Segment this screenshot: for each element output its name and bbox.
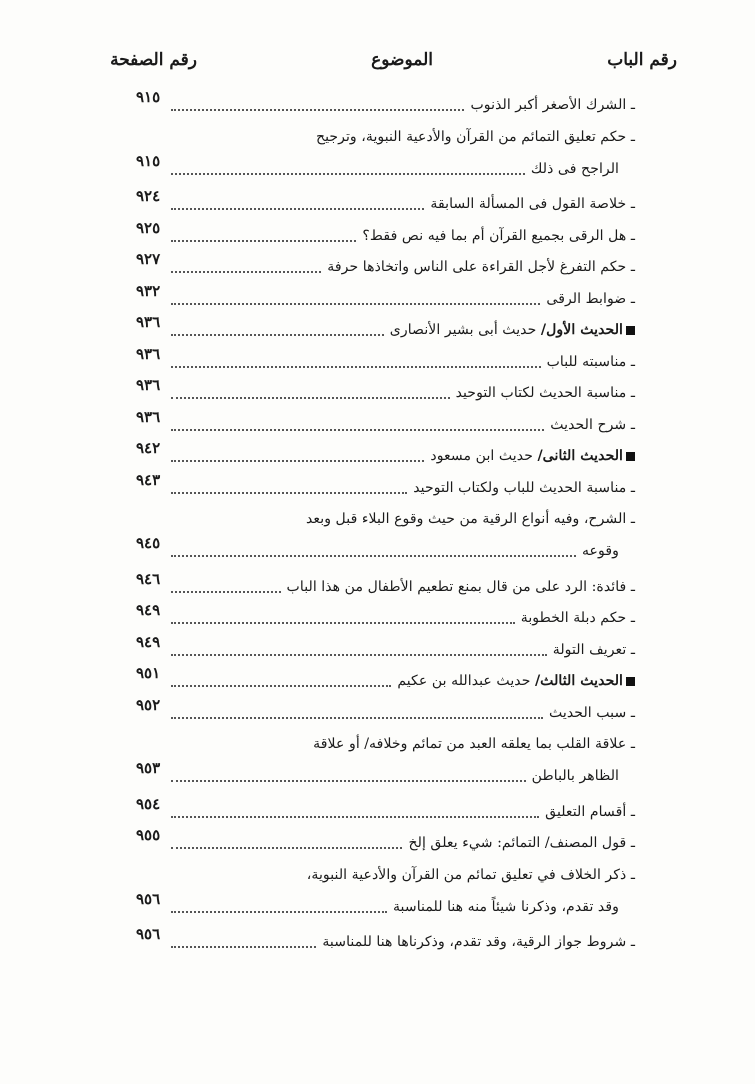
dot-leader bbox=[171, 109, 464, 111]
dot-leader bbox=[171, 397, 450, 399]
toc-entry bbox=[0, 313, 755, 349]
hadith-label: الحديث الثانى/ bbox=[537, 448, 623, 464]
toc-entry bbox=[0, 731, 755, 795]
hadith-title: حديث عبدالله بن عكيم bbox=[397, 673, 535, 689]
entry-title: ـ فائدة: الرد على من قال بمنع تطعيم الأطفال من هذا الباب bbox=[286, 578, 635, 595]
dot-leader bbox=[171, 208, 424, 210]
hadith-label: الحديث الثالث/ bbox=[535, 673, 623, 689]
entry-title bbox=[430, 443, 635, 469]
entry-title: ـ قول المصنف/ التمائم: شيء يعلق إلخ bbox=[408, 835, 635, 851]
topic-column-header: الموضوع bbox=[371, 50, 433, 70]
entry-title: ـ علاقة القلب بما يعلقه العبد من تمائم وخلافه/ أو علاقة bbox=[313, 736, 635, 752]
dot-leader bbox=[171, 780, 526, 782]
dot-leader bbox=[171, 911, 387, 913]
page-number: ٩٥٢ bbox=[136, 695, 161, 714]
hadith-title: حديث ابن مسعود bbox=[430, 448, 538, 464]
table-header bbox=[0, 50, 755, 82]
page-number: ٩٣٦ bbox=[136, 313, 161, 331]
page-number: ٩٥٦ bbox=[136, 889, 161, 908]
entry-title: ـ حكم التفرغ لأجل القراءة على الناس واتخاذها حرفة bbox=[327, 259, 635, 275]
dot-leader bbox=[171, 622, 515, 624]
toc-entry bbox=[0, 569, 755, 606]
toc-entry bbox=[0, 826, 755, 862]
hadith-label: الحديث الأول/ bbox=[540, 322, 623, 338]
page-number: ٩١٥ bbox=[136, 88, 161, 106]
toc-entry bbox=[0, 376, 755, 412]
square-bullet-icon bbox=[626, 326, 635, 335]
dot-leader bbox=[171, 429, 544, 431]
dot-leader bbox=[171, 654, 547, 656]
hadith-title: حديث أبى بشير الأنصارى bbox=[389, 322, 541, 338]
entry-title: ـ مناسبة الحديث لكتاب التوحيد bbox=[455, 385, 635, 401]
entry-title-continued: الراجح فى ذلك bbox=[530, 160, 619, 177]
entry-title: ـ شرح الحديث bbox=[550, 416, 635, 433]
page-number: ٩٣٦ bbox=[136, 344, 161, 363]
page-number: ٩٥٤ bbox=[136, 794, 161, 813]
page-number: ٩٥١ bbox=[136, 664, 161, 682]
entry-title: ـ تعريف التولة bbox=[552, 641, 635, 658]
dot-leader bbox=[171, 240, 356, 242]
page-number: ٩٣٦ bbox=[136, 407, 161, 426]
square-bullet-icon bbox=[626, 452, 635, 461]
page-number: ٩٤٩ bbox=[136, 632, 161, 651]
page-number: ٩٥٣ bbox=[136, 759, 161, 777]
entry-title: ـ أقسام التعليق bbox=[545, 803, 635, 820]
page-number: ٩٢٥ bbox=[136, 218, 161, 237]
dot-leader bbox=[171, 460, 424, 462]
entry-title: ـ حكم تعليق التمائم من القرآن والأدعية النبوية، وترجيح bbox=[315, 128, 635, 145]
page-number: ٩٢٤ bbox=[136, 187, 161, 205]
dot-leader bbox=[171, 173, 525, 175]
toc-entry bbox=[0, 407, 755, 444]
dot-leader bbox=[171, 271, 321, 273]
page-number: ٩٢٧ bbox=[136, 250, 161, 268]
page-number-column-header: رقم الصفحة bbox=[110, 50, 197, 70]
entry-title-continued: وقوعه bbox=[581, 543, 619, 559]
toc-entry bbox=[0, 695, 755, 732]
toc-entry bbox=[0, 124, 755, 188]
page-number: ٩٤٥ bbox=[136, 534, 161, 552]
toc-entry bbox=[0, 506, 755, 570]
entry-title bbox=[390, 317, 635, 343]
page-number: ٩٣٦ bbox=[136, 376, 161, 394]
dot-leader bbox=[171, 685, 391, 687]
entry-title: ـ سبب الحديث bbox=[548, 704, 635, 721]
toc-entry bbox=[0, 344, 755, 381]
toc-entry bbox=[0, 88, 755, 124]
entry-title: ـ هل الرقى بجميع القرآن أم بما فيه نص فقط؟ bbox=[362, 227, 635, 244]
entry-title: ـ مناسبة الحديث للباب ولكتاب التوحيد bbox=[413, 479, 635, 496]
dot-leader bbox=[171, 334, 384, 336]
dot-leader bbox=[171, 591, 281, 593]
page-number: ٩٤٣ bbox=[136, 470, 161, 489]
toc-entry bbox=[0, 439, 755, 475]
page-number: ٩٤٩ bbox=[136, 601, 161, 619]
page-number: ٩٣٢ bbox=[136, 281, 161, 300]
dot-leader bbox=[171, 555, 576, 557]
page-number: ٩٤٦ bbox=[136, 569, 161, 588]
dot-leader bbox=[171, 946, 316, 948]
entry-title bbox=[397, 668, 635, 694]
entry-title: ـ ذكر الخلاف في تعليق تمائم من القرآن والأدعية النبوية، bbox=[306, 866, 635, 883]
entry-title-continued: وقد تقدم، وذكرنا شيئاً منه هنا للمناسبة bbox=[392, 898, 619, 915]
dot-leader bbox=[171, 717, 543, 719]
chapter-column-header: رقم الباب bbox=[607, 50, 677, 70]
dot-leader bbox=[171, 492, 407, 494]
toc-entry bbox=[0, 601, 755, 637]
page-number: ٩٥٥ bbox=[136, 826, 161, 844]
toc-entry bbox=[0, 470, 755, 507]
entry-title: ـ شروط جواز الرقية، وقد تقدم، وذكرناها هنا للمناسبة bbox=[322, 934, 635, 950]
toc-entry bbox=[0, 632, 755, 669]
dot-leader bbox=[171, 366, 541, 368]
toc-entry bbox=[0, 862, 755, 926]
entry-title-continued: الظاهر بالباطن bbox=[531, 768, 619, 784]
toc-entry bbox=[0, 218, 755, 255]
toc-entry bbox=[0, 281, 755, 318]
toc-entry bbox=[0, 187, 755, 223]
toc-entry bbox=[0, 925, 755, 961]
entry-title: ـ مناسبته للباب bbox=[546, 353, 635, 370]
entry-title: ـ حكم دبلة الخطوبة bbox=[520, 610, 635, 626]
entry-title: ـ ضوابط الرقى bbox=[546, 290, 635, 307]
page-number: ٩٥٦ bbox=[136, 925, 161, 943]
toc-entry bbox=[0, 250, 755, 286]
dot-leader bbox=[171, 847, 402, 849]
dot-leader bbox=[171, 816, 539, 818]
page-number: ٩١٥ bbox=[136, 151, 161, 170]
entry-title: ـ الشرح، وفيه أنواع الرقية من حيث وقوع البلاء قبل وبعد bbox=[305, 511, 635, 527]
entry-title: ـ الشرك الأصغر أكبر الذنوب bbox=[470, 97, 635, 113]
toc-entry bbox=[0, 794, 755, 831]
page-number: ٩٤٢ bbox=[136, 439, 161, 457]
square-bullet-icon bbox=[626, 677, 635, 686]
dot-leader bbox=[171, 303, 540, 305]
toc-entry bbox=[0, 664, 755, 700]
entry-title: ـ خلاصة القول فى المسألة السابقة bbox=[430, 196, 635, 212]
